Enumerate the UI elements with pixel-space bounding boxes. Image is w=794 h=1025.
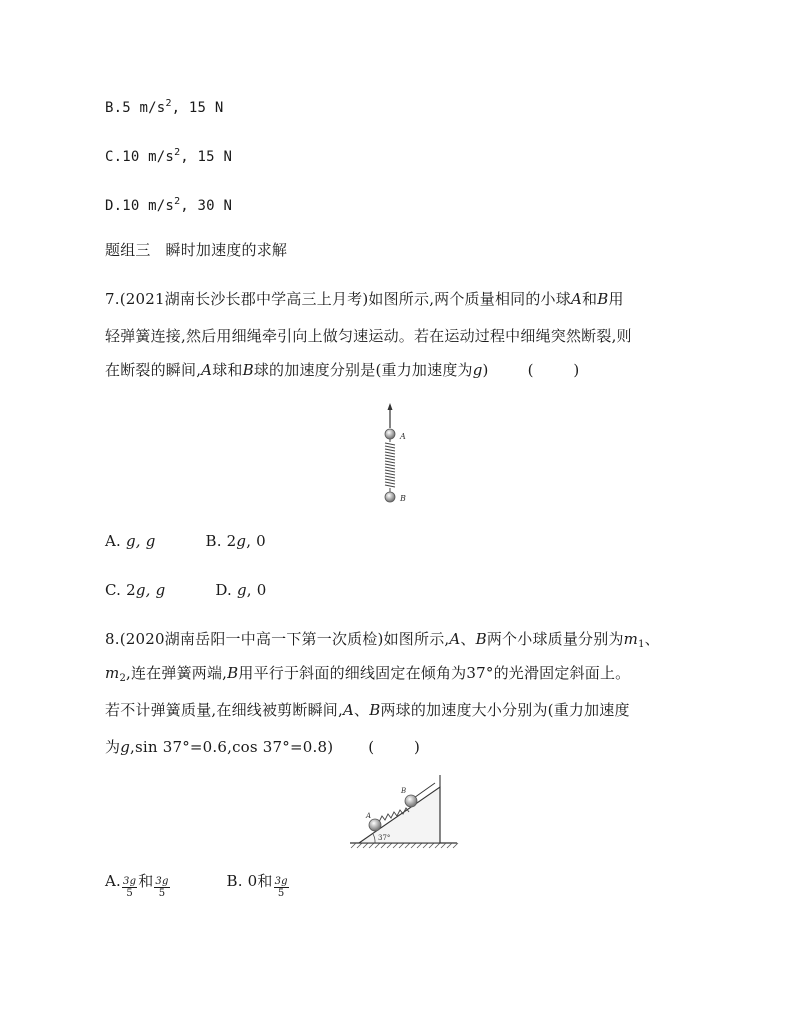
answer-bracket: ( ) <box>527 361 580 379</box>
q8-options-row1 <box>105 871 290 899</box>
q8-stem-line1: 8.(2020湖南岳阳一中高一下第一次质检)如图所示,A、B两个小球质量分别为$m_1$、 <box>105 630 660 650</box>
q8-stem-line4: 为g,sin 37°=0.6,cos 37°=0.8) ( ) <box>105 738 421 756</box>
option-q6-d: D.10 $m/s^2$, 30 N <box>105 196 233 214</box>
section-heading: 题组三 瞬时加速度的求解 <box>105 241 288 259</box>
spring-figure <box>370 400 420 510</box>
incline-figure <box>345 770 465 855</box>
q7-option-b: B. 2g, 0 <box>205 532 266 550</box>
fig-label-a: A <box>400 432 406 441</box>
incline-ball-b <box>405 795 417 807</box>
q8-stem-line3: 若不计弹簧质量,在细线被剪断瞬间,A、B两球的加速度大小分别为(重力加速度 <box>105 701 630 719</box>
option-q6-c: C.10 $m/s^2$, 15 N <box>105 147 233 165</box>
q8-option-a: A. $\frac{3g}{5}$ 和 $\frac{3g}{5}$ <box>105 872 169 899</box>
q8-option-b: B. 0和 $\frac{3g}{5}$ <box>226 872 288 899</box>
incline-label-a: A <box>366 812 372 820</box>
option-q6-b: B.5 $m/s^2$, 15 N <box>105 98 224 116</box>
q7-option-c: C. 2g, g <box>105 581 166 599</box>
incline-label-b: B <box>401 787 407 795</box>
q7-stem-line2: 轻弹簧连接,然后用细绳牵引向上做匀速运动。若在运动过程中细绳突然断裂,则 <box>105 327 632 345</box>
incline-ball-a <box>369 819 381 831</box>
ball-b <box>385 492 395 502</box>
ball-a <box>385 429 395 439</box>
q7-options-row1 <box>105 531 266 551</box>
q7-options-row2 <box>105 580 266 600</box>
q7-option-d: D. g, 0 <box>215 581 267 599</box>
q8-stem-line2: $m_2$,连在弹簧两端,B用平行于斜面的细线固定在倾角为37°的光滑固定斜面上。 <box>105 664 631 684</box>
incline-angle-label: 37° <box>378 834 391 842</box>
q7-stem-line1: 7.(2021湖南长沙长郡中学高三上月考)如图所示,两个质量相同的小球A和B用 <box>105 290 624 308</box>
spring-coil <box>385 439 395 492</box>
answer-bracket: ( ) <box>368 738 421 756</box>
q7-stem-line3: 在断裂的瞬间,A球和B球的加速度分别是(重力加速度为g) ( ) <box>105 361 580 379</box>
fig-label-b: B <box>400 494 406 503</box>
q7-option-a: A. g, g <box>105 532 156 550</box>
